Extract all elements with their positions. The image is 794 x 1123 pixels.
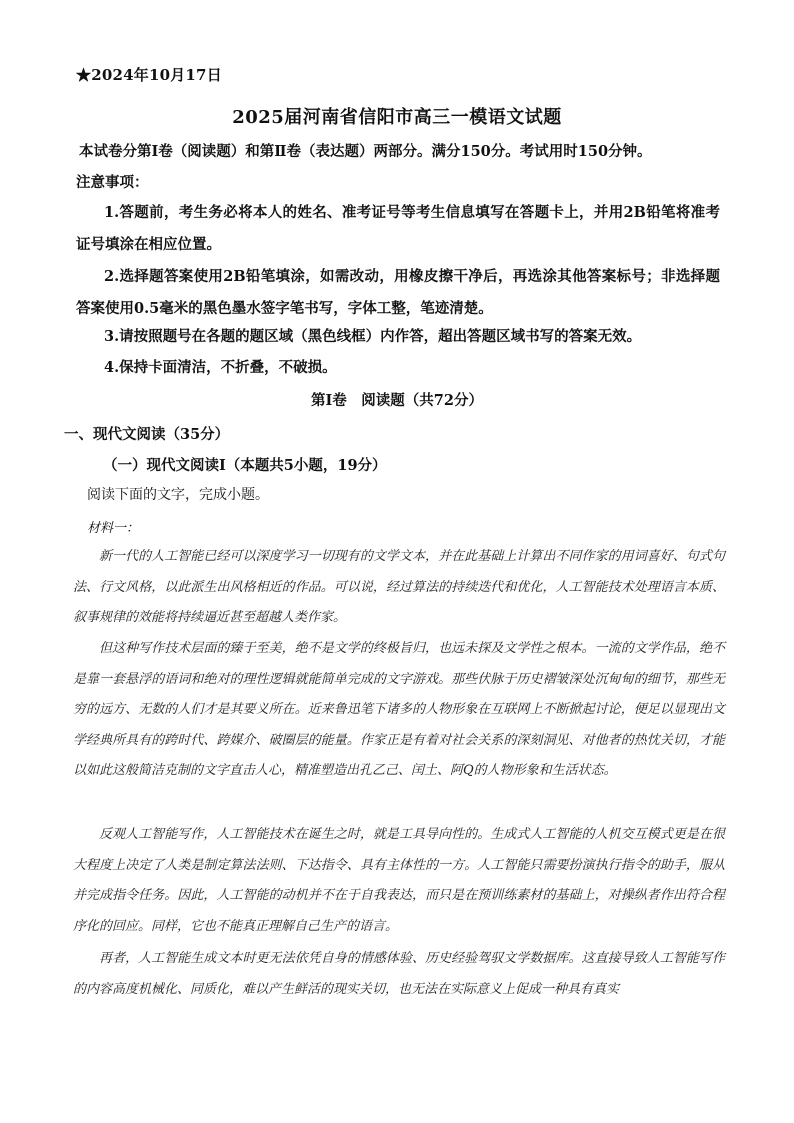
notice-heading: 注意事项：	[76, 174, 149, 191]
passage-paragraph: 再者，人工智能生成文本时更无法依凭自身的情感体验、历史经验驾驭文学数据库。这直接导致人工智能写作的内容高度机械化、同质化，难以产生鲜活的现实关切，也无法在实际意义上促成一种具有真实	[73, 951, 725, 997]
sub-heading: （一）现代文阅读Ⅰ（本题共5小题，19分）	[103, 457, 387, 474]
date-line: ★2024年10月17日	[76, 66, 222, 84]
part-heading: 一、现代文阅读（35分）	[64, 426, 230, 443]
passage-paragraph: 但这种写作技术层面的臻于至美，绝不是文学的终极旨归，也远未探及文学性之根本。一流的文学作品，绝不是靠一套悬浮的语词和绝对的理性逻辑就能简单完成的文字游戏。那些伏脉于历史褶皱深处沉甸甸的细节，那些无穷的远方、无数的人们才是其要义所在。近来鲁迅笔下诸多的人物形象在互联网上不断掀起讨论，便足以显现出文学经典所具有的跨时代、跨媒介、破圈层的能量。作家正是有着对社会关系的深刻洞见、对他者的热忱关切，才能以如此这般简洁克制的文字直击人心，精准塑造出孔乙己、闰土、阿Q的人物形象和生活状态。	[73, 641, 725, 778]
exam-intro: 本试卷分第Ⅰ卷（阅读题）和第Ⅱ卷（表达题）两部分。满分150分。考试用时150分钟。	[79, 143, 652, 160]
section-title: 第Ⅰ卷 阅读题（共72分）	[311, 392, 483, 409]
page-title: 2025届河南省信阳市高三一模语文试题	[232, 107, 562, 128]
notice-item-2: 2.选择题答案使用2B铅笔填涂，如需改动，用橡皮擦干净后，再选涂其他答案标号；非选择题答案使用0.5毫米的黑色墨水签字笔书写，字体工整，笔迹清楚。	[76, 268, 720, 317]
material-label: 材料一：	[87, 521, 140, 536]
notice-item-4: 4.保持卡面清洁，不折叠，不破损。	[104, 359, 337, 376]
reading-instruction: 阅读下面的文字，完成小题。	[87, 487, 269, 503]
passage-paragraph: 反观人工智能写作，人工智能技术在诞生之时，就是工具导向性的。生成式人工智能的人机交互模式更是在很大程度上决定了人类是制定算法法则、下达指令、具有主体性的一方。人工智能只需要扮演执行指令的助手，服从并完成指令任务。因此，人工智能的动机并不在于自我表达，而只是在预训练素材的基础上，对操纵者作出符合程序化的回应。同样，它也不能真正理解自己生产的语言。	[73, 827, 725, 934]
notice-item-1: 1.答题前，考生务必将本人的姓名、准考证号等考生信息填写在答题卡上，并用2B铅笔将准考证号填涂在相应位置。	[76, 204, 720, 253]
passage-paragraph: 新一代的人工智能已经可以深度学习一切现有的文学文本，并在此基础上计算出不同作家的用词喜好、句式句法、行文风格，以此派生出风格相近的作品。可以说，经过算法的持续迭代和优化，人工智能技术处理语言本质、叙事规律的效能将持续逼近甚至超越人类作家。	[73, 549, 725, 625]
notice-item-3: 3.请按照题号在各题的题区域（黑色线框）内作答，超出答题区域书写的答案无效。	[104, 328, 642, 345]
